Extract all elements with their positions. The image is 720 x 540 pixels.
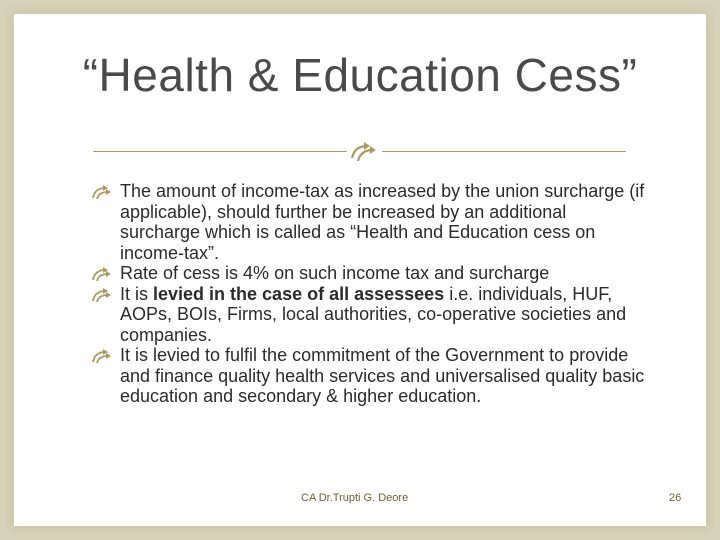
page-number: 26 <box>669 492 682 504</box>
bullet-item <box>91 181 651 263</box>
arrow-curve-icon <box>91 266 113 282</box>
title-divider-right <box>382 151 626 152</box>
slide-title: “Health & Education Cess” <box>82 49 638 101</box>
bullet-text-bold: levied in the case of all assessees <box>153 283 445 304</box>
bullet-text: The amount of income-tax as increased by the union surcharge (if applicable), should further be increased by an additional surcharge which is called as “Health and Education cess on income-tax”. <box>120 181 645 263</box>
arrow-curve-icon <box>91 184 113 200</box>
arrow-curve-icon <box>91 348 113 364</box>
arrow-curve-icon <box>91 287 113 303</box>
bullet-item <box>91 263 651 284</box>
footer-author: CA Dr.Trupti G. Deore <box>301 492 409 504</box>
bullet-list <box>91 181 651 407</box>
bullet-text: Rate of cess is 4% on such income tax and surcharge <box>120 263 550 283</box>
bullet-item <box>91 345 651 407</box>
slide <box>14 14 706 526</box>
bullet-item <box>91 284 651 346</box>
bullet-text-before: It is <box>120 283 154 304</box>
bullet-text: It is levied to fulfil the commitment of the Government to provide and finance quality health services and universalised quality basic education and secondary & higher education. <box>120 345 645 406</box>
bullet-text-after: i.e. individuals, HUF, AOPs, BOIs, Firms, local authorities, co-operative societies and companies. <box>120 283 627 345</box>
title-divider-left <box>93 151 347 152</box>
double-arrow-icon <box>349 141 379 163</box>
